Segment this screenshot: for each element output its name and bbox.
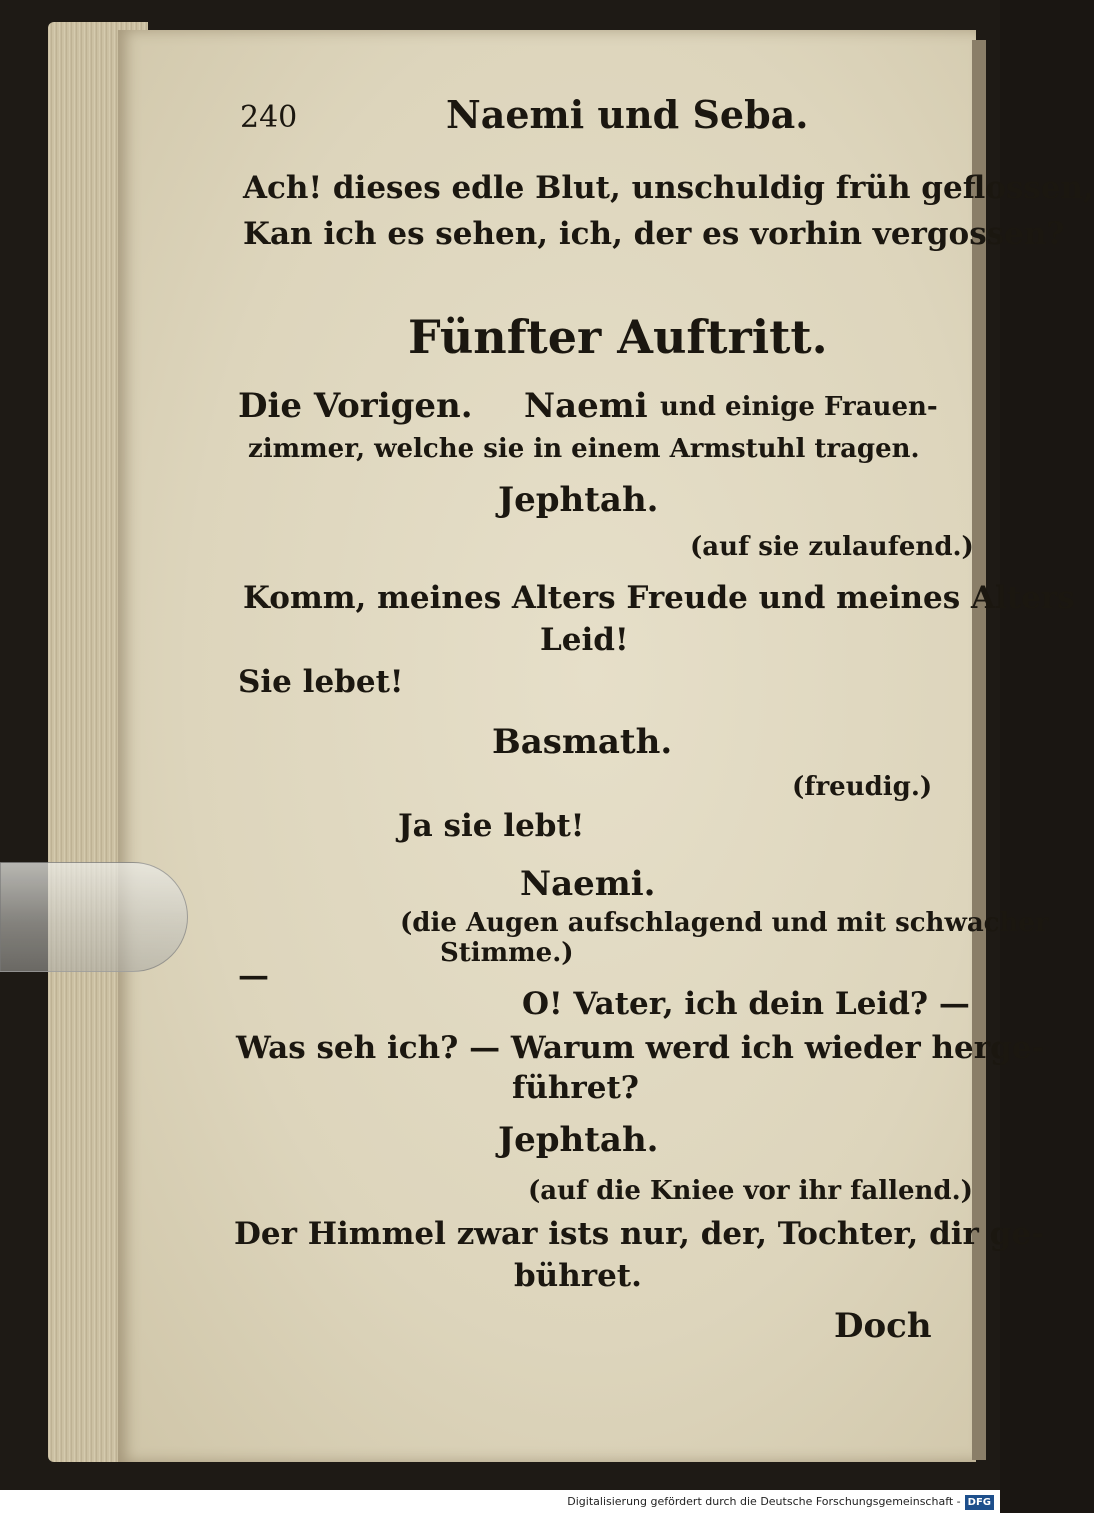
- speaker-name: Jephtah.: [498, 480, 659, 520]
- stage-direction: Stimme.): [440, 938, 574, 968]
- verse-line: Der Himmel zwar ists nur, der, Tochter, dir ge-: [234, 1216, 1044, 1252]
- thumb-holder: [0, 862, 188, 972]
- verse-line: führet?: [512, 1070, 639, 1106]
- catchword: Doch: [834, 1306, 932, 1346]
- page-number: 240: [240, 100, 298, 135]
- stage-direction: (freudig.): [792, 772, 933, 802]
- cast-vorigen: Die Vorigen.: [238, 386, 473, 426]
- dfg-logo: DFG: [965, 1495, 994, 1510]
- cast-text: zimmer, welche sie in einem Armstuhl tragen.: [248, 434, 920, 464]
- running-title: Naemi und Seba.: [446, 92, 809, 137]
- dash: —: [238, 958, 269, 994]
- verse-line: O! Vater, ich dein Leid? —: [522, 986, 970, 1022]
- speaker-name: Basmath.: [492, 722, 673, 762]
- footer-bar: [0, 1490, 1000, 1513]
- cast-naemi: Naemi: [524, 386, 648, 426]
- stage-direction: (die Augen aufschlagend und mit schwacher: [400, 908, 1049, 938]
- verse-line: Ach! dieses edle Blut, unschuldig früh geflossen,: [243, 170, 1094, 206]
- speaker-name: Naemi.: [520, 864, 656, 904]
- verse-line: bühret.: [514, 1258, 642, 1294]
- scene-heading: Fünfter Auftritt.: [408, 310, 828, 364]
- speaker-name: Jephtah.: [498, 1120, 659, 1160]
- verse-line: Was seh ich? — Warum werd ich wieder herge-: [236, 1030, 1045, 1066]
- verse-line: Ja sie lebt!: [398, 808, 585, 844]
- stage-direction: (auf die Kniee vor ihr fallend.): [528, 1176, 973, 1206]
- verse-line: Leid!: [540, 622, 629, 658]
- footer-credit: Digitalisierung gefördert durch die Deutsche Forschungsgemeinschaft -: [567, 1495, 961, 1508]
- stage-direction: (auf sie zulaufend.): [690, 532, 974, 562]
- verse-line: Sie lebet!: [238, 664, 404, 700]
- cast-text: und einige Frauen-: [660, 392, 938, 422]
- verse-line: Kan ich es sehen, ich, der es vorhin vergossen?: [243, 216, 1065, 252]
- verse-line: Komm, meines Alters Freude und meines Alters: [243, 580, 1075, 616]
